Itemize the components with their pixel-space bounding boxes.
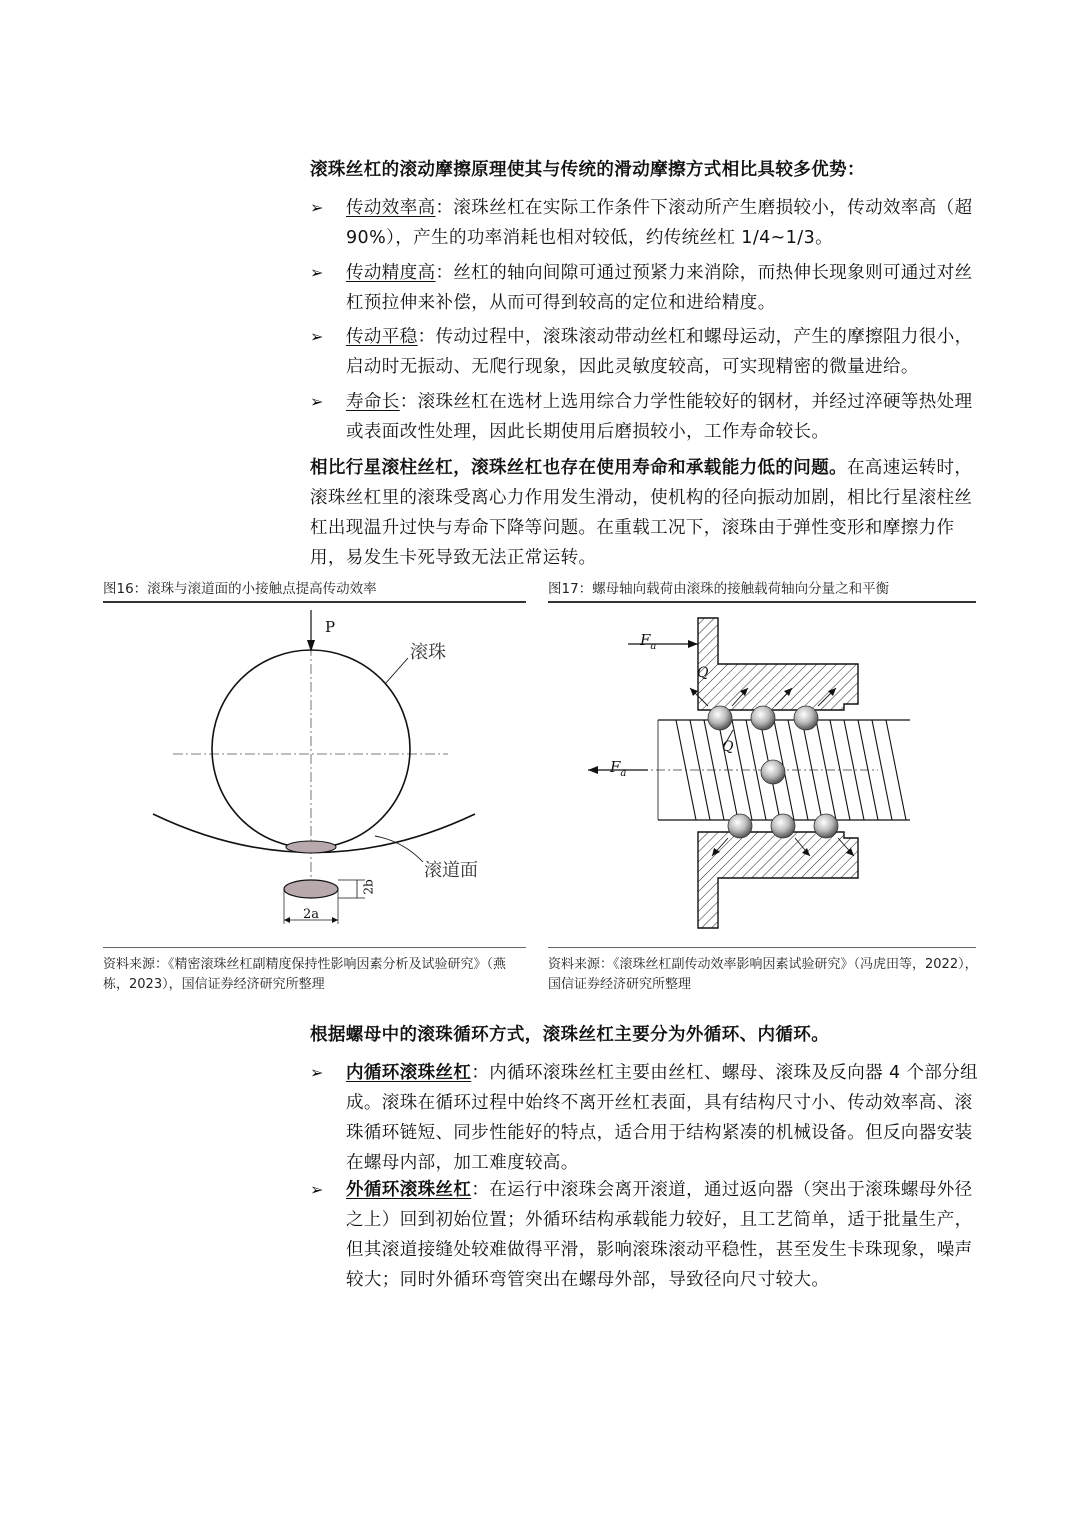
fig16-top-rule — [103, 601, 526, 603]
section2-paragraph — [310, 453, 985, 573]
bullet-term: 传动效率高 — [346, 198, 436, 218]
bullet-term: 传动精度高 — [346, 263, 436, 283]
bullet-term: 内循环滚珠丝杠 — [346, 1063, 472, 1083]
section1-heading: 滚珠丝杠的滚动摩擦原理使其与传统的滑动摩擦方式相比具较多优势： — [310, 160, 865, 180]
section3-heading: 根据螺母中的滚珠循环方式，滚珠丝杠主要分为外循环、内循环。 — [310, 1025, 830, 1045]
bullet-arrow-icon: ➢ — [310, 1180, 324, 1199]
section2-bold: 相比行星滚柱丝杠，滚珠丝杠也存在使用寿命和承载能力低的问题。 — [310, 458, 847, 478]
fig16-ball-contact-diagram — [103, 606, 526, 941]
fig17-source: 资料来源：《滚珠丝杠副传动效率影响因素试验研究》（冯虎田等，2022），国信证券经济研究所整理 — [548, 957, 978, 992]
bullet-body: ：传动过程中，滚珠滚动带动丝杠和螺母运动，产生的摩擦阻力很小，启动时无振动、无爬行现象，因此灵敏度较高，可实现精密的微量进给。 — [346, 327, 973, 377]
fig16-title: 图16：滚珠与滚道面的小接触点提高传动效率 — [103, 581, 377, 597]
fig17-title: 图17：螺母轴向载荷由滚珠的接触载荷轴向分量之和平衡 — [548, 581, 890, 597]
bullet-arrow-icon: ➢ — [310, 198, 324, 217]
bullet-internal-circulation — [346, 1058, 986, 1178]
fig17-label-q-mid: Q — [722, 739, 734, 755]
bullet-term: 寿命长 — [346, 392, 400, 412]
fig17-label-q-top: Q — [697, 665, 709, 681]
bullet-body: ：内循环滚珠丝杠主要由丝杠、螺母、滚珠及反向器 4 个部分组成。滚珠在循环过程中始终不离开丝杠表面，具有结构尺寸小、传动效率高、滚珠循环链短、同步性能好的特点，适合用于结构紧凑的机械设备。但反向器安装在螺母内部，加工难度较高。 — [346, 1063, 979, 1173]
fig16-label-raceway: 滚道面 — [424, 860, 478, 881]
fig17-fa-subscript: a — [650, 641, 657, 652]
bullet-body: ：滚珠丝杠在实际工作条件下滚动所产生磨损较小，传动效率高（超 90%），产生的功率消耗也相对较低，约传统丝杠 1/4~1/3。 — [346, 198, 973, 248]
fig16-source: 资料来源：《精密滚珠丝杠副精度保持性影响因素分析及试验研究》（燕栋，2023），国信证券经济研究所整理 — [103, 957, 507, 992]
fig16-label-ball: 滚珠 — [410, 642, 446, 663]
bullet-body: ：滚珠丝杠在选材上选用综合力学性能较好的钢材，并经过淬硬等热处理或表面改性处理，因此长期使用后磨损较小，工作寿命较长。 — [346, 392, 973, 442]
bullet-efficiency — [346, 193, 986, 253]
fig17-label-fa-top — [640, 631, 656, 656]
bullet-arrow-icon: ➢ — [310, 1063, 324, 1082]
fig17-top-rule — [548, 601, 976, 603]
fig17-fa-symbol: F — [640, 631, 651, 649]
bullet-arrow-icon: ➢ — [310, 327, 324, 346]
fig17-fa-symbol: F — [610, 758, 621, 776]
bullet-term: 传动平稳 — [346, 327, 418, 347]
fig16-label-p: P — [325, 618, 336, 636]
fig16-bottom-rule — [103, 947, 526, 948]
fig16-label-2b: 2b — [361, 879, 376, 895]
bullet-arrow-icon: ➢ — [310, 263, 324, 282]
bullet-precision — [346, 258, 986, 318]
bullet-lifespan — [346, 387, 986, 447]
bullet-arrow-icon: ➢ — [310, 392, 324, 411]
bullet-external-circulation — [346, 1175, 986, 1295]
bullet-body: ：在运行中滚珠会离开滚道，通过返向器（突出于滚珠螺母外径之上）回到初始位置；外循环结构承载能力较好，且工艺简单，适于批量生产，但其滚道接缝处较难做得平滑，影响滚珠滚动平稳性，甚至发生卡珠现象，噪声较大；同时外循环弯管突出在螺母外部，导致径向尺寸较大。 — [346, 1180, 973, 1290]
fig17-bottom-rule — [548, 947, 976, 948]
section2-text: 在高速运转时，滚珠丝杠里的滚珠受离心力作用发生滑动，使机构的径向振动加剧，相比行星滚柱丝杠出现温升过快与寿命下降等问题。在重载工况下，滚珠由于弹性变形和摩擦力作用，易发生卡死导致无法正常运转。 — [310, 458, 973, 568]
bullet-term: 外循环滚珠丝杠 — [346, 1180, 472, 1200]
bullet-smooth — [346, 322, 986, 382]
fig16-label-2a: 2a — [303, 907, 320, 922]
bullet-body: ：丝杠的轴向间隙可通过预紧力来消除，而热伸长现象则可通过对丝杠预拉伸来补偿，从而可得到较高的定位和进给精度。 — [346, 263, 973, 313]
fig17-label-fa-axis — [610, 758, 626, 783]
fig17-fa-subscript: a — [620, 768, 627, 779]
